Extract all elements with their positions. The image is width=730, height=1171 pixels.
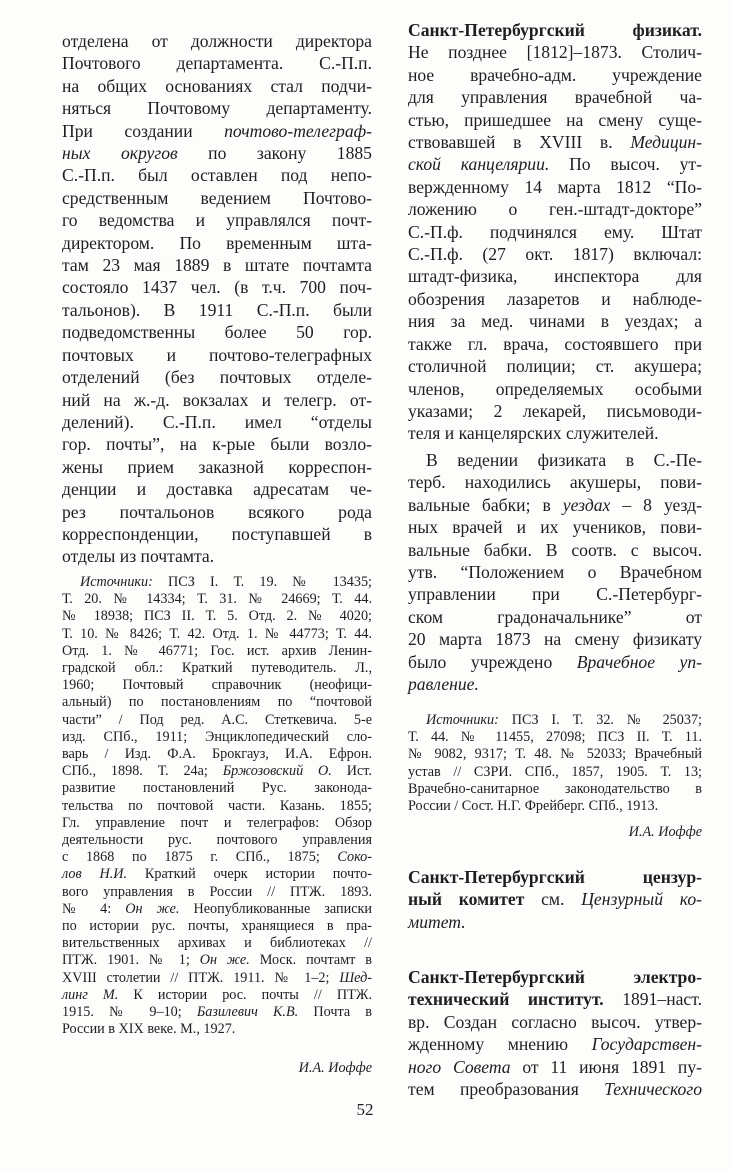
text-run: также гл. врача, состоявшего при xyxy=(408,333,702,354)
italic-run: ных округов xyxy=(62,143,178,164)
text-run: управлении при С.-Петербург- xyxy=(408,584,702,605)
text-run: ском градоначальнике” от xyxy=(408,606,702,627)
italic-run: Соко- xyxy=(337,849,372,866)
italic-run: Базилевич К.В. xyxy=(196,1004,299,1021)
text-line xyxy=(62,591,372,608)
text-line xyxy=(62,660,372,677)
text-run: го ведомства и управлялся почт- xyxy=(62,210,372,231)
text-run: СПб., 1898. Т. 24а; xyxy=(62,763,223,780)
author-signature: И.А. Иоффе xyxy=(628,824,702,840)
text-line xyxy=(62,389,372,411)
text-run: части” / Под ред. А.С. Стеткевича. 5-е xyxy=(62,711,372,728)
entry-heading: Санкт-Петербургский цензур- xyxy=(408,867,702,887)
text-line xyxy=(408,729,702,746)
text-run: Неопубликованные записки xyxy=(179,900,372,917)
text-run: ных врачей и их учеников, пови- xyxy=(408,517,702,538)
entry-heading: Санкт-Петербургский электро- xyxy=(408,967,702,987)
text-line xyxy=(62,574,372,591)
text-run: В ведении физиката в С.-Пе- xyxy=(426,450,702,470)
text-line xyxy=(62,694,372,711)
text-line xyxy=(408,673,702,695)
italic-run: Источники: xyxy=(80,574,153,590)
text-line xyxy=(408,198,702,220)
text-run: вого управления в России // ПТЖ. 1893. xyxy=(62,883,372,900)
text-run: по закону 1885 xyxy=(177,143,372,164)
text-line xyxy=(62,935,372,952)
text-line xyxy=(408,333,702,355)
text-line xyxy=(408,449,702,471)
text-line xyxy=(62,608,372,625)
text-run: вальные бабки. В соотв. с высоч. xyxy=(408,539,702,560)
text-run: № 18938; ПСЗ II. Т. 5. Отд. 2. № 4020; xyxy=(62,608,372,625)
text-run: развитие постановлений Рус. законода- xyxy=(62,780,372,797)
text-run: членов, определяемых особыми xyxy=(408,378,702,399)
article-fizikat xyxy=(408,19,702,445)
text-run: директором. По временным шта- xyxy=(62,232,372,253)
text-run: вительственных архивах и библиотеках // xyxy=(62,935,372,952)
text-line xyxy=(62,987,372,1004)
text-line xyxy=(62,232,372,254)
entry-censorship-committee xyxy=(408,866,702,933)
text-run: было учреждено xyxy=(408,651,577,672)
text-run: рез почтальонов всякого рода xyxy=(62,501,372,522)
italic-run: митет. xyxy=(408,911,466,932)
text-line xyxy=(62,832,372,849)
text-run: устав // СЗРИ. СПб., 1857, 1905. Т. 13; xyxy=(408,763,702,780)
text-line xyxy=(62,918,372,935)
text-run: ложению о ген.-штадт-докторе” xyxy=(408,199,702,220)
text-line xyxy=(62,75,372,97)
text-run: см. xyxy=(524,889,582,910)
entry-electrotechnical-institute xyxy=(408,966,702,1100)
text-run: корреспонденции, поступавшей в xyxy=(62,523,372,544)
text-run: почтовых и почтово-телеграфных xyxy=(62,344,372,365)
text-run: няться Почтовому департаменту. xyxy=(62,98,372,119)
text-line xyxy=(408,19,702,41)
text-run: № 4: xyxy=(62,900,126,917)
text-run: Врачебно-санитарное законодательство в xyxy=(408,780,702,797)
text-line xyxy=(62,780,372,797)
text-line xyxy=(408,176,702,198)
text-run: Ист. xyxy=(331,763,372,780)
text-line xyxy=(62,712,372,729)
text-run: ное врачебно-адм. учреждение xyxy=(408,64,702,85)
text-run: альный) по постановлениям по “почтовой xyxy=(62,694,372,711)
text-line xyxy=(62,321,372,343)
text-line xyxy=(62,798,372,815)
text-line xyxy=(408,41,702,63)
text-run: с 1868 по 1875 г. СПб., 1875; xyxy=(62,849,338,866)
text-line xyxy=(408,966,702,988)
text-line xyxy=(408,355,702,377)
text-line xyxy=(62,866,372,883)
text-run: Краткий очерк истории почто- xyxy=(127,866,372,883)
italic-run: Бржозовский О. xyxy=(222,763,332,780)
text-run: России в XIX веке. М., 1927. xyxy=(62,1021,236,1038)
text-line xyxy=(408,628,702,650)
text-line xyxy=(408,243,702,265)
text-line xyxy=(408,583,702,605)
text-line xyxy=(408,131,702,153)
text-line xyxy=(62,952,372,969)
text-line xyxy=(62,187,372,209)
text-run: С.-П.ф. (27 окт. 1817) включал: xyxy=(408,244,702,265)
text-run: 20 марта 1873 на смену физикату xyxy=(408,629,702,650)
text-run: состояло 1437 чел. (в т.ч. 700 поч- xyxy=(62,277,372,298)
text-run: для управления врачебной ча- xyxy=(408,87,702,108)
text-run: Почтового департамента. С.-П.п. xyxy=(62,53,372,74)
text-line xyxy=(408,494,702,516)
italic-run: ного Совета xyxy=(408,1056,511,1077)
text-run: ПСЗ I. Т. 32. № 25037; xyxy=(498,712,702,728)
text-line xyxy=(62,729,372,746)
text-run: ний на ж.-д. вокзалах и телегр. от- xyxy=(62,389,372,410)
text-line xyxy=(408,265,702,287)
text-run: градской обл.: Краткий путеводитель. Л., xyxy=(62,660,372,677)
text-line xyxy=(408,1011,702,1033)
text-run: 1960; Почтовый справочник (неофици- xyxy=(62,677,372,694)
text-line xyxy=(62,626,372,643)
text-run: ПСЗ I. Т. 19. № 13435; xyxy=(152,574,372,590)
italic-run: Государствен- xyxy=(591,1034,702,1055)
author-signature: И.А. Иоффе xyxy=(298,1060,372,1076)
italic-run: Он же. xyxy=(125,900,180,917)
page-number: 52 xyxy=(356,1100,374,1119)
text-line xyxy=(408,539,702,561)
text-run: обозрения лазаретов и наблюде- xyxy=(408,288,702,309)
text-line xyxy=(408,888,702,910)
article-fizikat-paragraph-2 xyxy=(408,449,702,695)
text-run: тальонов). В 1911 С.-П.п. были xyxy=(62,299,372,320)
text-run: подведомственны более 50 гор. xyxy=(62,322,372,343)
text-run: Не позднее [1812]–1873. Столич- xyxy=(408,42,702,63)
text-line xyxy=(62,209,372,231)
text-run: варь / Изд. Ф.А. Брокгауз, И.А. Ефрон. xyxy=(62,746,372,763)
text-run: ствовавшей в XVIII в. xyxy=(408,132,631,153)
italic-run: Медицин- xyxy=(630,132,702,153)
text-line xyxy=(62,164,372,186)
text-run: там 23 мая 1889 в штате почтамта xyxy=(62,255,372,276)
italic-run: равление. xyxy=(408,674,479,695)
italic-run: линг М. xyxy=(62,986,119,1003)
text-line xyxy=(408,422,702,444)
text-line xyxy=(62,1004,372,1021)
text-run: Почта в xyxy=(298,1004,372,1021)
text-run: ния за мед. чинами в уездах; а xyxy=(408,311,702,332)
text-line xyxy=(408,1056,702,1078)
text-run: вр. Создан согласно высоч. утвер- xyxy=(408,1011,702,1032)
text-run: 1915. № 9–10; xyxy=(62,1004,197,1021)
text-line xyxy=(408,866,702,888)
text-run: ПТЖ. 1901. № 1; xyxy=(62,952,200,969)
text-line xyxy=(62,254,372,276)
text-run: указами; 2 лекарей, письмоводи- xyxy=(408,400,702,421)
text-line xyxy=(408,911,702,933)
text-run: жденному мнению xyxy=(408,1034,592,1055)
italic-run: Шед- xyxy=(339,969,372,986)
text-run: изд. СПб., 1911; Энциклопедический сло- xyxy=(62,728,372,745)
text-line xyxy=(408,781,702,798)
text-line xyxy=(408,1078,702,1100)
text-line xyxy=(62,276,372,298)
text-line xyxy=(408,561,702,583)
italic-run: лов Н.И. xyxy=(62,866,128,883)
text-run: средственным ведением Почтово- xyxy=(62,187,372,208)
text-run: отделы из почтамта. xyxy=(62,546,215,567)
text-run: теля и канцелярских служителей. xyxy=(408,423,659,444)
text-line xyxy=(62,501,372,523)
text-line xyxy=(408,288,702,310)
entry-heading: ный комитет xyxy=(408,889,525,910)
italic-run: ской канцелярии. xyxy=(408,154,550,175)
text-run: России / Сост. Н.Г. Фрейберг. СПб., 1913. xyxy=(408,798,659,815)
text-run: жены прием заказной корреспон- xyxy=(62,456,372,477)
text-run: К истории рос. почты // ПТЖ. xyxy=(118,986,372,1003)
text-line xyxy=(62,120,372,142)
text-run: вержденному 14 марта 1812 “По- xyxy=(408,176,702,197)
text-run: тельства по почтовой части. Казань. 1855; xyxy=(62,797,372,814)
sources-post-office xyxy=(62,574,372,1038)
text-run: С.-П.ф. подчинялся ему. Штат xyxy=(408,221,702,242)
text-run: При создании xyxy=(62,120,225,141)
sources-fizikat xyxy=(408,712,702,815)
text-run: деятельности рус. почтового управления xyxy=(62,832,372,849)
text-run: Т. 44. № 11455, 27098; ПСЗ II. Т. 11. xyxy=(408,729,702,746)
text-line xyxy=(62,884,372,901)
text-line xyxy=(408,516,702,538)
text-run: гор. почты”, на к-рые были возло- xyxy=(62,434,372,455)
italic-run: Источники: xyxy=(426,712,499,728)
text-line xyxy=(62,523,372,545)
text-line xyxy=(62,456,372,478)
text-run: на общих основаниях стал подчи- xyxy=(62,75,372,96)
text-line xyxy=(62,299,372,321)
text-line xyxy=(408,310,702,332)
text-run: № 9082, 9317; Т. 48. № 52033; Врачебный xyxy=(408,746,702,763)
text-line xyxy=(62,746,372,763)
text-run: Гл. управление почт и телеграфов: Обзор xyxy=(62,814,372,831)
text-line xyxy=(62,545,372,567)
text-line xyxy=(62,901,372,918)
entry-heading: Санкт-Петербургский физикат. xyxy=(408,20,702,40)
text-run: столичной полиции; ст. акушера; xyxy=(408,356,702,377)
text-run: Отд. 1. № 46771; Гос. ист. архив Ленин- xyxy=(62,642,372,659)
text-line xyxy=(408,153,702,175)
entry-heading: технический институт. xyxy=(408,989,604,1010)
italic-run: Он же. xyxy=(199,952,250,969)
text-line xyxy=(408,798,702,815)
text-line xyxy=(408,712,702,729)
text-line xyxy=(62,815,372,832)
text-line xyxy=(408,988,702,1010)
text-line xyxy=(62,1021,372,1038)
text-run: от 11 июня 1891 пу- xyxy=(510,1056,703,1077)
text-line xyxy=(408,651,702,673)
text-line xyxy=(62,433,372,455)
text-line xyxy=(62,970,372,987)
text-run: С.-П.п. был оставлен под непо- xyxy=(62,165,372,186)
text-line xyxy=(62,849,372,866)
text-line xyxy=(62,52,372,74)
text-line xyxy=(408,471,702,493)
text-line xyxy=(62,366,372,388)
text-run: терб. находились акушеры, пови- xyxy=(408,472,702,493)
text-run: Моск. почтамт в xyxy=(249,952,372,969)
text-run: стью, пришедшее на смену суще- xyxy=(408,109,702,130)
text-line xyxy=(408,64,702,86)
italic-run: Технического xyxy=(604,1079,702,1100)
text-run: тем преобразования xyxy=(408,1079,605,1100)
article-text-post-office xyxy=(62,30,372,568)
italic-run: Врачебное уп- xyxy=(576,651,703,672)
text-line xyxy=(62,344,372,366)
text-line xyxy=(408,764,702,781)
text-line xyxy=(408,221,702,243)
text-line xyxy=(62,30,372,52)
text-line xyxy=(408,746,702,763)
text-run: штадт-физика, инспектора для xyxy=(408,266,702,287)
text-line xyxy=(62,677,372,694)
text-line xyxy=(408,400,702,422)
text-line xyxy=(62,97,372,119)
text-run: делений). С.-П.п. имел “отделы xyxy=(62,411,372,432)
text-line xyxy=(62,478,372,500)
text-run: денции и доставка адресатам че- xyxy=(62,479,372,500)
text-run: утв. “Положением о Врачебном xyxy=(408,562,702,583)
text-line xyxy=(62,411,372,433)
text-run: отделений (без почтовых отделе- xyxy=(62,367,372,388)
text-line xyxy=(62,643,372,660)
text-line xyxy=(62,142,372,164)
italic-run: уездах xyxy=(562,494,611,515)
text-run: Т. 20. № 14334; Т. 31. № 24669; Т. 44. xyxy=(62,591,372,608)
text-run: вальные бабки; в xyxy=(408,494,563,515)
italic-run: почтово-телеграф- xyxy=(224,120,372,141)
text-line xyxy=(408,606,702,628)
text-run: – 8 уезд- xyxy=(610,494,702,515)
text-line xyxy=(408,1033,702,1055)
text-run: 1891–наст. xyxy=(603,989,702,1010)
italic-run: Цензурный ко- xyxy=(581,889,702,910)
text-line xyxy=(62,763,372,780)
text-run: по истории рус. почты, хранящиеся в пра- xyxy=(62,918,372,935)
text-line xyxy=(408,109,702,131)
text-run: Т. 10. № 8426; Т. 42. Отд. 1. № 44773; Т. 44. xyxy=(62,625,372,642)
text-line xyxy=(408,86,702,108)
text-line xyxy=(408,378,702,400)
text-run: отделена от должности директора xyxy=(62,31,372,51)
text-run: XVIII столетии // ПТЖ. 1911. № 1–2; xyxy=(62,969,340,986)
text-run: По высоч. ут- xyxy=(549,154,702,175)
